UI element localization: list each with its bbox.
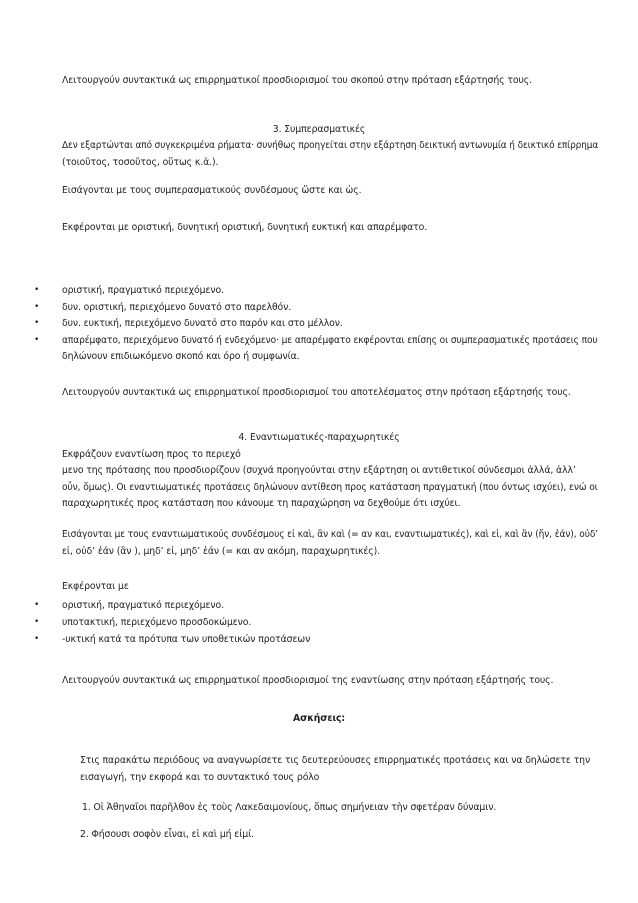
section-4-desc-line: παραχωρητικές προς κατάσταση που κάνουμε τη παραχώρηση να δεχθούμε ότι ισχύει. <box>62 498 461 509</box>
bullet-icon: • <box>34 302 40 312</box>
bullet-icon: • <box>34 634 40 644</box>
section-3-heading: 3. Συμπερασματικές <box>272 124 366 135</box>
list-item: απαρέμφατο, περιεχόμενο δυνατό ή ενδεχόμενο· με απαρέμφατο εκφέρονται επίσης οι συμπερασματικές προτάσεις που <box>62 335 598 346</box>
list-item: οριστική, πραγματικό περιεχόμενο. <box>62 285 224 296</box>
bullet-icon: • <box>34 335 40 345</box>
section-3-function: Λειτουργούν συντακτικά ως επιρρηματικοί προσδιορισμοί του αποτελέσματος στην πρόταση εξάρτησής τους. <box>62 387 571 398</box>
list-item: οριστική, πραγματικό περιεχόμενο. <box>62 600 224 611</box>
section-4-expressed: Εκφέρονται με <box>62 581 129 592</box>
section-4-desc-line: οὖν, ὅμως). Οι εναντιωματικές προτάσεις δηλώνουν αντίθεση προς κατάσταση πραγματική (που όντως ισχύει), ενώ οι <box>62 482 598 493</box>
section-3-desc-line: Δεν εξαρτώνται από συγκεκριμένα ρήματα· συνήθως προηγείται στην εξάρτηση δεικτική αντωνυμία ή δεικτικό επίρρημα <box>62 140 599 151</box>
list-item: υποτακτική, περιεχόμενο προσδοκώμενο. <box>62 617 252 628</box>
section-3-intro: Εισάγονται με τους συμπερασματικούς συνδέσμους ὥστε και ὡς. <box>62 185 362 196</box>
list-item: δυν. οριστική, περιεχόμενο δυνατό στο παρελθόν. <box>62 302 292 313</box>
section-3-desc-line: (τοιοῦτος, τοσοῦτος, οὕτως κ.ἀ.). <box>62 157 219 168</box>
list-item-continuation: δηλώνουν επιδιωκόμενο σκοπό και όρο ή συμφωνία. <box>62 351 300 362</box>
exercise-item: 1. Οἱ Ἀθηναῖοι παρῆλθον ἐς τοὺς Λακεδαιμονίους, ὅπως σημήνειαν τὴν σφετέραν δύναμιν. <box>82 802 497 813</box>
bullet-icon: • <box>34 318 40 328</box>
bullet-icon: • <box>34 600 40 610</box>
bullet-icon: • <box>34 617 40 627</box>
bullet-icon: • <box>34 285 40 295</box>
section-4-heading: 4. Εναντιωματικές-παραχωρητικές <box>238 432 400 443</box>
section-4-desc-line: Εκφράζουν εναντίωση προς το περιεχό <box>62 449 241 460</box>
exercises-heading: Ασκήσεις: <box>292 713 346 724</box>
exercise-item: 2. Φήσουσι σοφὸν εἶναι, εἰ καὶ μή εἰμί. <box>80 829 254 840</box>
section-4-desc-line: μενο της πρότασης που προσδιορίζουν (συχνά προηγούνται στην εξάρτηση οι αντιθετικοί σύνδεσμοι ἀλλά, ἀλλ’ <box>62 465 576 476</box>
section-4-function: Λειτουργούν συντακτικά ως επιρρηματικοί προσδιορισμοί της εναντίωσης στην πρόταση εξάρτησής τους. <box>62 675 554 686</box>
list-item: δυν. ευκτική, περιεχόμενο δυνατό στο παρόν και στο μέλλον. <box>62 318 343 329</box>
section-4-intro-line: Εισάγονται με τους εναντιωματικούς συνδέσμους εἰ καὶ, ἂν καὶ (= αν και, εναντιωματικές), καὶ εἰ, καὶ ἂν (ἤν, ἐάν), οὐδ’ <box>62 529 599 540</box>
section-3-expressed: Εκφέρονται με οριστική, δυνητική οριστική, δυνητική ευκτική και απαρέμφατο. <box>62 222 428 233</box>
list-item: -υκτική κατά τα πρότυπα των υποθετικών προτάσεων <box>62 634 311 645</box>
paragraph-purpose-function: Λειτουργούν συντακτικά ως επιρρηματικοί προσδιορισμοί του σκοπού στην πρόταση εξάρτησής τους. <box>62 75 532 86</box>
section-4-intro-line: εἰ, οὐδ’ ἐάν (ἂν ), μηδ’ εἰ, μηδ’ ἐάν (= και αν ακόμη, παραχωρητικές). <box>62 546 381 557</box>
exercises-instruction-line: Στις παρακάτω περιόδους να αναγνωρίσετε τις δευτερεύουσες επιρρηματικές προτάσεις και να δηλώσετε την <box>80 755 591 766</box>
exercises-instruction-line: εισαγωγή, την εκφορά και το συντακτικό τους ρόλο <box>80 772 320 783</box>
